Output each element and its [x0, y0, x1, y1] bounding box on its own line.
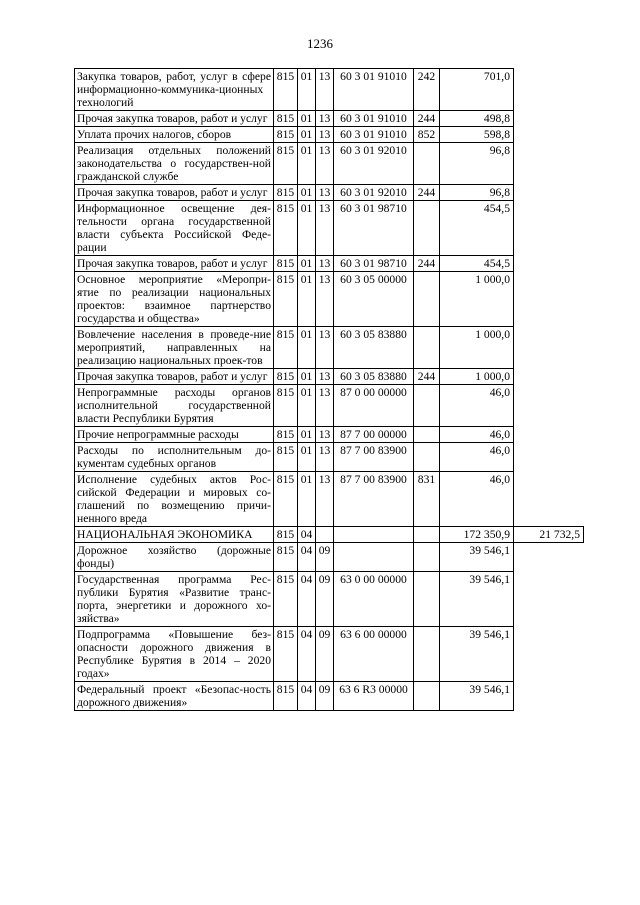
target-article-code: 63 0 00 00000 [334, 572, 414, 627]
admin-code: 815 [274, 385, 298, 427]
amount-second [514, 256, 584, 272]
subsection-code: 13 [316, 427, 334, 443]
section-code: 04 [298, 627, 316, 682]
section-code: 04 [298, 543, 316, 572]
expense-name: Дорожное хозяйство (дорожные фонды) [75, 543, 274, 572]
amount-second [514, 572, 584, 627]
subsection-code: 09 [316, 572, 334, 627]
expense-name: Закупка товаров, работ, услуг в сфере информационно-коммуника-ционных технологий [75, 69, 274, 111]
table-row [75, 327, 584, 369]
table-row [75, 369, 584, 385]
amount: 96,8 [440, 143, 514, 185]
expense-name: Прочая закупка товаров, работ и услуг [75, 185, 274, 201]
amount: 1 000,0 [440, 369, 514, 385]
target-article-code: 87 7 00 83900 [334, 472, 414, 527]
amount-second [514, 143, 584, 185]
admin-code: 815 [274, 256, 298, 272]
expense-name: Федеральный проект «Безопас-ность дорожного движения» [75, 682, 274, 711]
amount: 46,0 [440, 427, 514, 443]
expense-type-code: 244 [414, 111, 440, 127]
section-code: 01 [298, 185, 316, 201]
expense-name: Реализация отдельных положений законодательства о государствен-ной гражданской службе [75, 143, 274, 185]
target-article-code: 60 3 01 91010 [334, 69, 414, 111]
admin-code: 815 [274, 682, 298, 711]
section-code: 01 [298, 256, 316, 272]
expense-type-code: 242 [414, 69, 440, 111]
expense-name: Подпрограмма «Повышение без-опасности дорожного движения в Республике Бурятия в 2014 – 2020 годах» [75, 627, 274, 682]
amount: 454,5 [440, 256, 514, 272]
admin-code: 815 [274, 272, 298, 327]
amount: 46,0 [440, 443, 514, 472]
amount: 96,8 [440, 185, 514, 201]
table-row [75, 572, 584, 627]
amount-second [514, 472, 584, 527]
table-row [75, 443, 584, 472]
subsection-code: 13 [316, 201, 334, 256]
amount: 498,8 [440, 111, 514, 127]
amount-second [514, 543, 584, 572]
table-row [75, 185, 584, 201]
amount-second [514, 272, 584, 327]
expense-type-code: 244 [414, 185, 440, 201]
section-code: 01 [298, 69, 316, 111]
target-article-code: 60 3 01 92010 [334, 185, 414, 201]
amount: 1 000,0 [440, 327, 514, 369]
section-code: 01 [298, 472, 316, 527]
target-article-code: 60 3 05 00000 [334, 272, 414, 327]
expense-type-code [414, 527, 440, 543]
target-article-code: 87 7 00 83900 [334, 443, 414, 472]
amount-second [514, 201, 584, 256]
amount: 39 546,1 [440, 627, 514, 682]
expense-name: Основное мероприятие «Меропри-ятие по реализации национальных проектов: взаимное партнерство государства и общества» [75, 272, 274, 327]
expense-name: Прочая закупка товаров, работ и услуг [75, 111, 274, 127]
subsection-code [316, 527, 334, 543]
target-article-code: 60 3 01 91010 [334, 111, 414, 127]
expense-name: Расходы по исполнительным до-кументам судебных органов [75, 443, 274, 472]
section-code: 01 [298, 143, 316, 185]
expense-type-code [414, 327, 440, 369]
expense-name: Непрограммные расходы органов исполнительной государственной власти Республики Бурятия [75, 385, 274, 427]
expense-type-code [414, 201, 440, 256]
table-row [75, 201, 584, 256]
section-code: 01 [298, 272, 316, 327]
amount-second [514, 427, 584, 443]
section-code: 01 [298, 427, 316, 443]
subsection-code: 09 [316, 543, 334, 572]
admin-code: 815 [274, 185, 298, 201]
expense-type-code [414, 572, 440, 627]
expense-name: Вовлечение населения в проведе-ние мероприятий, направленных на реализацию национальных проек-тов [75, 327, 274, 369]
admin-code: 815 [274, 472, 298, 527]
amount-second [514, 682, 584, 711]
amount-second [514, 69, 584, 111]
amount-second: 21 732,5 [514, 527, 584, 543]
admin-code: 815 [274, 572, 298, 627]
table-row [75, 543, 584, 572]
admin-code: 815 [274, 127, 298, 143]
amount-second [514, 627, 584, 682]
amount: 39 546,1 [440, 682, 514, 711]
section-code: 01 [298, 127, 316, 143]
admin-code: 815 [274, 543, 298, 572]
section-code: 01 [298, 327, 316, 369]
expense-type-code [414, 682, 440, 711]
target-article-code: 60 3 01 92010 [334, 143, 414, 185]
section-code: 01 [298, 111, 316, 127]
section-code: 01 [298, 201, 316, 256]
subsection-code: 13 [316, 443, 334, 472]
amount-second [514, 127, 584, 143]
amount-second [514, 443, 584, 472]
amount: 39 546,1 [440, 572, 514, 627]
admin-code: 815 [274, 627, 298, 682]
subsection-code: 13 [316, 69, 334, 111]
amount-second [514, 385, 584, 427]
target-article-code: 60 3 01 91010 [334, 127, 414, 143]
amount-second [514, 369, 584, 385]
table-row [75, 627, 584, 682]
subsection-code: 13 [316, 327, 334, 369]
target-article-code: 60 3 05 83880 [334, 369, 414, 385]
table-row [75, 111, 584, 127]
target-article-code: 87 0 00 00000 [334, 385, 414, 427]
expense-type-code: 244 [414, 369, 440, 385]
page-number: 1236 [307, 36, 333, 51]
amount: 701,0 [440, 69, 514, 111]
admin-code: 815 [274, 69, 298, 111]
amount: 454,5 [440, 201, 514, 256]
admin-code: 815 [274, 201, 298, 256]
subsection-code: 13 [316, 185, 334, 201]
target-article-code: 63 6 R3 00000 [334, 682, 414, 711]
expense-type-code [414, 627, 440, 682]
expense-name: Исполнение судебных актов Рос-сийской Федерации и мировых со-глашений по возмещению причи-ненного вреда [75, 472, 274, 527]
expense-type-code [414, 385, 440, 427]
target-article-code: 63 6 00 00000 [334, 627, 414, 682]
section-code: 01 [298, 385, 316, 427]
table-row [75, 272, 584, 327]
expense-type-code [414, 543, 440, 572]
table-row [75, 256, 584, 272]
subsection-code: 13 [316, 256, 334, 272]
subsection-code: 13 [316, 272, 334, 327]
expense-name: Прочая закупка товаров, работ и услуг [75, 369, 274, 385]
expense-type-code: 852 [414, 127, 440, 143]
expense-type-code [414, 427, 440, 443]
amount-second [514, 327, 584, 369]
amount: 46,0 [440, 472, 514, 527]
admin-code: 815 [274, 143, 298, 185]
amount-second [514, 185, 584, 201]
target-article-code: 60 3 05 83880 [334, 327, 414, 369]
expense-name: Прочая закупка товаров, работ и услуг [75, 256, 274, 272]
table-row [75, 527, 584, 543]
admin-code: 815 [274, 111, 298, 127]
expense-name: Государственная программа Рес-публики Бурятия «Развитие транс-порта, энергетики и дорожного хо-зяйства» [75, 572, 274, 627]
expense-type-code: 244 [414, 256, 440, 272]
expense-name: Прочие непрограммные расходы [75, 427, 274, 443]
expense-type-code [414, 443, 440, 472]
admin-code: 815 [274, 327, 298, 369]
table-row [75, 427, 584, 443]
target-article-code: 60 3 01 98710 [334, 256, 414, 272]
admin-code: 815 [274, 527, 298, 543]
expense-type-code: 831 [414, 472, 440, 527]
table-row [75, 385, 584, 427]
section-code: 04 [298, 682, 316, 711]
subsection-code: 13 [316, 385, 334, 427]
expense-type-code [414, 272, 440, 327]
subsection-code: 13 [316, 127, 334, 143]
amount: 46,0 [440, 385, 514, 427]
amount-second [514, 111, 584, 127]
subsection-code: 13 [316, 369, 334, 385]
target-article-code [334, 527, 414, 543]
amount: 39 546,1 [440, 543, 514, 572]
expense-name: Уплата прочих налогов, сборов [75, 127, 274, 143]
section-code: 01 [298, 443, 316, 472]
expense-name: Информационное освещение дея-тельности органа государственной власти субъекта Российской Феде-рации [75, 201, 274, 256]
section-code: 04 [298, 572, 316, 627]
amount: 1 000,0 [440, 272, 514, 327]
expense-type-code [414, 143, 440, 185]
target-article-code: 87 7 00 00000 [334, 427, 414, 443]
subsection-code: 13 [316, 143, 334, 185]
subsection-code: 13 [316, 472, 334, 527]
section-code: 04 [298, 527, 316, 543]
amount: 598,8 [440, 127, 514, 143]
expense-name: НАЦИОНАЛЬНАЯ ЭКОНОМИКА [75, 527, 274, 543]
table-row [75, 472, 584, 527]
table-row [75, 127, 584, 143]
budget-table [74, 68, 584, 711]
admin-code: 815 [274, 427, 298, 443]
subsection-code: 09 [316, 627, 334, 682]
admin-code: 815 [274, 369, 298, 385]
table-row [75, 69, 584, 111]
target-article-code [334, 543, 414, 572]
subsection-code: 13 [316, 111, 334, 127]
section-code: 01 [298, 369, 316, 385]
subsection-code: 09 [316, 682, 334, 711]
amount: 172 350,9 [440, 527, 514, 543]
table-row [75, 682, 584, 711]
table-row [75, 143, 584, 185]
admin-code: 815 [274, 443, 298, 472]
target-article-code: 60 3 01 98710 [334, 201, 414, 256]
